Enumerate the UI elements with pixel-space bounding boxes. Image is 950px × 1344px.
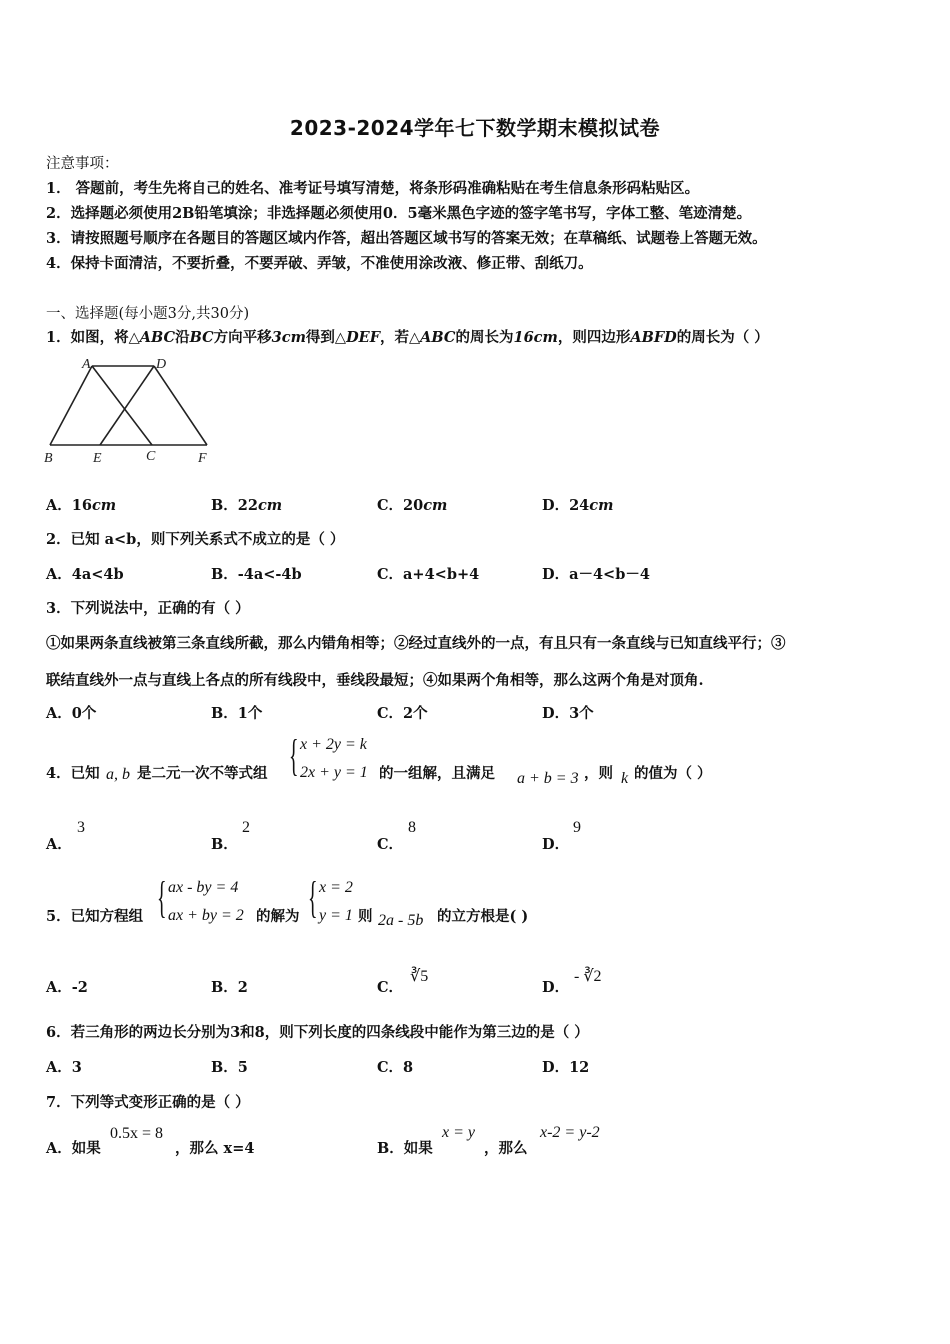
q1-text: 沿 xyxy=(175,329,190,346)
question-2-stem: 2．已知 a<b，则下列关系式不成立的是（ ） xyxy=(46,531,345,548)
q5-brace-system: { xyxy=(157,873,167,922)
q4-condition: a + b = 3 xyxy=(517,770,579,787)
q1-text: 得到△ xyxy=(305,329,347,346)
q7-option-b[interactable]: B．如果 xyxy=(377,1140,433,1157)
q1-triangle-abc: ABC xyxy=(420,329,456,346)
segment-ac xyxy=(92,366,152,445)
q4-vars: a, b xyxy=(106,766,130,783)
q3-option-d[interactable]: D．3个 xyxy=(542,705,594,722)
q3-option-c[interactable]: C．2个 xyxy=(377,705,428,722)
q5-sol-2: y = 1 xyxy=(319,907,353,924)
q1-option-a[interactable]: A．16cm xyxy=(46,497,117,514)
label-c: C xyxy=(146,449,156,464)
q1-text: ，则四边形 xyxy=(557,329,631,346)
q5-option-c[interactable]: C． xyxy=(377,979,404,996)
notice-item-2: 2．选择题必须使用2B铅笔填涂；非选择题必须使用0．5毫米黑色字迹的签字笔书写，字体工整、笔迹清楚。 xyxy=(46,205,752,222)
question-3-stem: 3．下列说法中，正确的有（ ） xyxy=(46,600,250,617)
q4-text-3: 的一组解，且满足 xyxy=(379,765,495,782)
translation-figure xyxy=(42,352,217,467)
q5-text-4: 的立方根是( ) xyxy=(437,908,529,925)
segment-ab xyxy=(50,366,92,445)
q6-option-d[interactable]: D．12 xyxy=(542,1059,590,1076)
q5-option-b[interactable]: B．2 xyxy=(211,979,248,996)
q4-text-5: 的值为（ ） xyxy=(634,765,712,782)
q7-option-a-expr: 0.5x = 8 xyxy=(110,1125,164,1142)
q1-segment-bc: BC xyxy=(189,329,214,346)
q4-text-1: 4．已知 xyxy=(46,765,100,782)
q5-sol-1: x = 2 xyxy=(319,879,353,896)
q5-brace-solution: { xyxy=(308,873,318,922)
q4-option-a-value: 3 xyxy=(77,819,85,836)
q2-option-d[interactable]: D．a－4<b－4 xyxy=(542,566,650,583)
label-b: B xyxy=(44,451,53,466)
q7-option-a-tail: ，那么 x=4 xyxy=(175,1140,255,1157)
q3-option-b[interactable]: B．1个 xyxy=(211,705,263,722)
q4-k: k xyxy=(621,770,629,787)
q1-option-b[interactable]: B．22cm xyxy=(211,497,283,514)
q5-option-d[interactable]: D． xyxy=(542,979,570,996)
q4-text-4: ，则 xyxy=(584,765,613,782)
q4-option-b[interactable]: B． xyxy=(211,836,238,853)
q1-text: 的周长为 xyxy=(455,329,514,346)
q4-text-2: 是二元一次不等式组 xyxy=(137,765,268,782)
q4-option-d[interactable]: D． xyxy=(542,836,570,853)
label-e: E xyxy=(93,451,102,466)
q5-eq-2: ax + by = 2 xyxy=(168,907,244,924)
q4-option-c[interactable]: C． xyxy=(377,836,404,853)
q6-option-a[interactable]: A．3 xyxy=(46,1059,82,1076)
notice-item-1: 1． 答题前，考生先将自己的姓名、准考证号填写清楚，将条形码准确粘贴在考生信息条形码粘贴区。 xyxy=(46,180,700,197)
q7-option-a[interactable]: A．如果 xyxy=(46,1140,101,1157)
section-heading: 一、选择题(每小题3分,共30分) xyxy=(46,306,250,322)
q1-text: 方向平移 xyxy=(213,329,272,346)
q2-option-a[interactable]: A．4a<4b xyxy=(46,566,124,583)
segment-df xyxy=(154,366,207,445)
q1-quad-abfd: ABFD xyxy=(630,329,677,346)
q7-option-b-expr: x = y xyxy=(442,1124,475,1141)
q6-option-b[interactable]: B．5 xyxy=(211,1059,248,1076)
q3-option-a[interactable]: A．0个 xyxy=(46,705,97,722)
q1-text: ，若△ xyxy=(380,329,421,346)
q1-triangle-def: DEF xyxy=(346,329,380,346)
question-6-stem: 6．若三角形的两边长分别为3和8，则下列长度的四条线段中能作为第三边的是（ ） xyxy=(46,1024,589,1041)
label-d: D xyxy=(156,357,167,372)
q4-option-c-value: 8 xyxy=(408,819,416,836)
question-1-stem xyxy=(46,326,769,347)
q1-perimeter: 16cm xyxy=(513,329,558,346)
q1-text: 1．如图，将△ xyxy=(46,329,140,346)
q7-option-b-tail: ，那么 xyxy=(484,1140,528,1157)
notice-heading: 注意事项： xyxy=(46,156,119,172)
label-f: F xyxy=(198,451,207,466)
q2-option-c[interactable]: C．a+4<b+4 xyxy=(377,566,480,583)
q4-eq-1: x + 2y = k xyxy=(300,736,367,753)
question-3-line-2: 联结直线外一点与直线上各点的所有线段中，垂线段最短；④如果两个角相等，那么这两个角是对顶角. xyxy=(46,672,704,689)
q1-triangle-abc: ABC xyxy=(139,329,176,346)
q5-text-2: 的解为 xyxy=(256,908,300,925)
page-title: 2023-2024学年七下数学期末模拟试卷 xyxy=(289,116,661,140)
q7-option-b-expr2: x-2 = y-2 xyxy=(540,1124,600,1141)
q4-brace: { xyxy=(289,731,299,780)
q5-option-a[interactable]: A．-2 xyxy=(46,979,88,996)
q5-option-d-value: - ∛2 xyxy=(574,968,602,985)
q5-eq-1: ax - by = 4 xyxy=(168,879,239,896)
q4-option-b-value: 2 xyxy=(242,819,250,836)
q1-text: 的周长为（ ） xyxy=(676,329,769,346)
segment-de xyxy=(100,366,154,445)
question-7-stem: 7．下列等式变形正确的是（ ） xyxy=(46,1094,250,1111)
q5-text-1: 5．已知方程组 xyxy=(46,908,144,925)
q1-distance: 3cm xyxy=(271,329,306,346)
notice-item-3: 3．请按照题号顺序在各题目的答题区域内作答，超出答题区域书写的答案无效；在草稿纸、试题卷上答题无效。 xyxy=(46,230,767,247)
q5-expr: 2a - 5b xyxy=(378,912,424,929)
q4-option-a[interactable]: A． xyxy=(46,836,72,853)
q1-option-d[interactable]: D．24cm xyxy=(542,497,614,514)
q4-eq-2: 2x + y = 1 xyxy=(300,764,368,781)
q6-option-c[interactable]: C．8 xyxy=(377,1059,414,1076)
q2-option-b[interactable]: B．-4a<-4b xyxy=(211,566,302,583)
q1-option-c[interactable]: C．20cm xyxy=(377,497,448,514)
q5-text-3: 则 xyxy=(358,908,373,925)
notice-item-4: 4．保持卡面清洁，不要折叠，不要弄破、弄皱，不准使用涂改液、修正带、刮纸刀。 xyxy=(46,255,593,272)
question-3-line-1: ①如果两条直线被第三条直线所截，那么内错角相等；②经过直线外的一点，有且只有一条直线与已知直线平行；③ xyxy=(46,635,786,652)
q4-option-d-value: 9 xyxy=(573,819,581,836)
label-a: A xyxy=(82,357,91,372)
q5-option-c-value: ∛5 xyxy=(410,968,429,985)
